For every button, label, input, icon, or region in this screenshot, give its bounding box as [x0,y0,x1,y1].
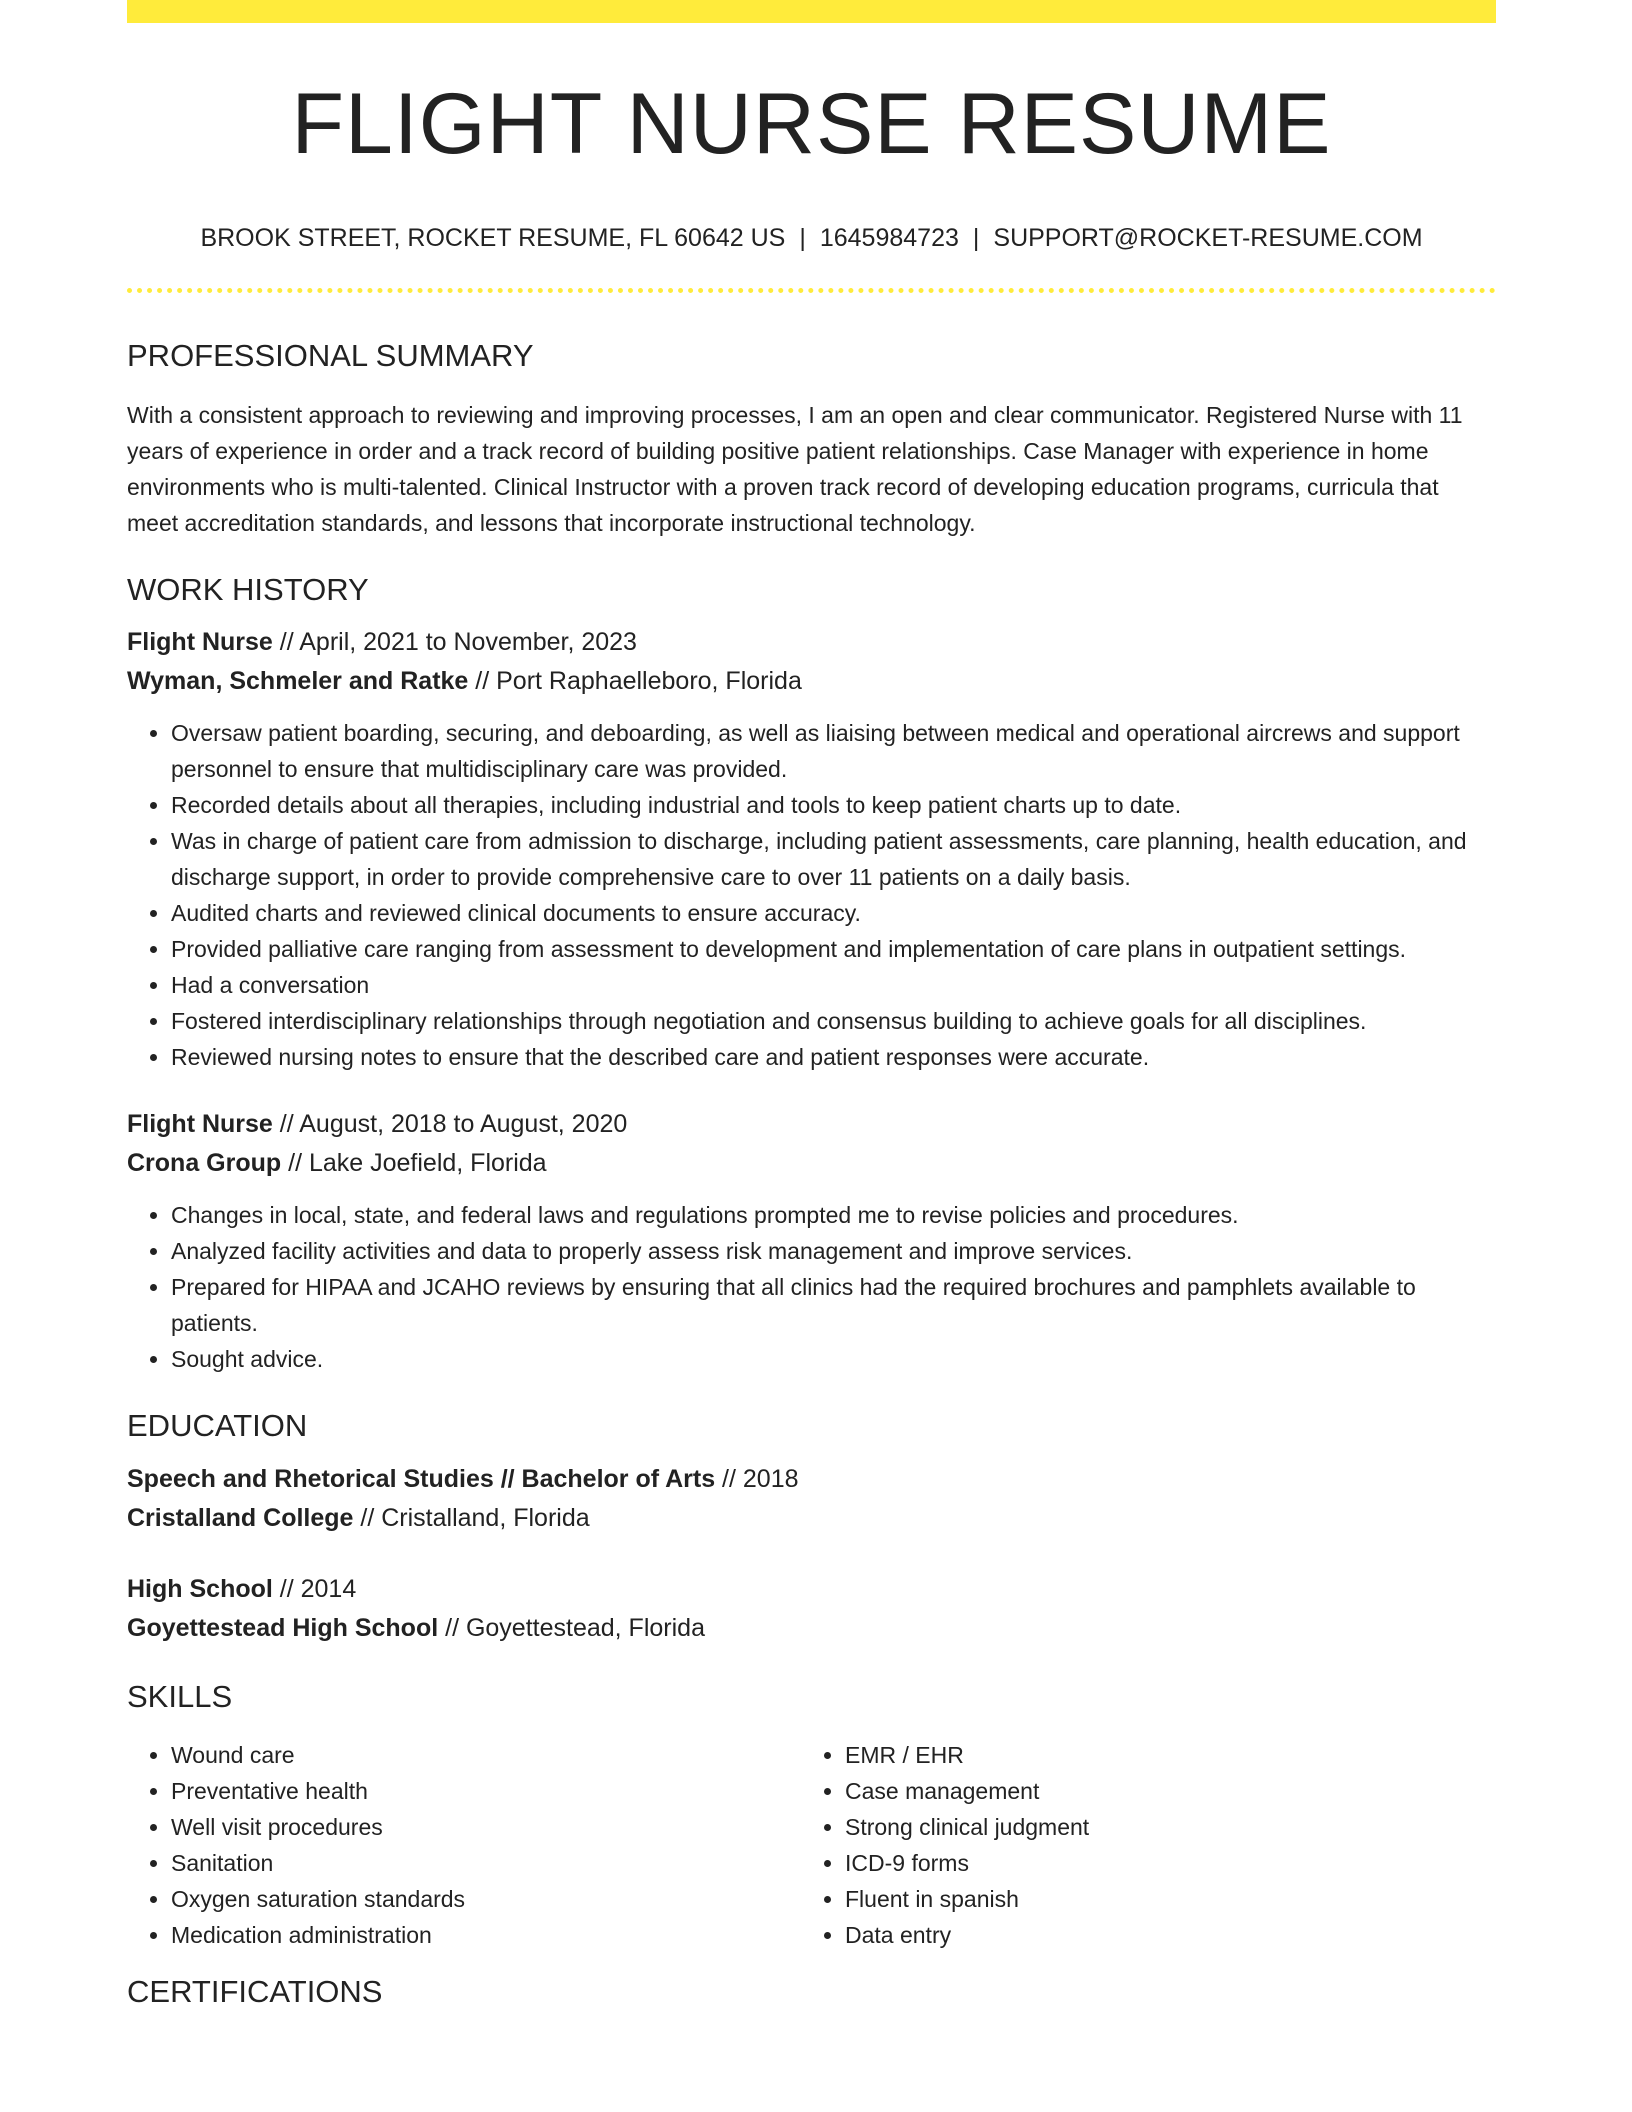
education-degree: Speech and Rhetorical Studies // Bachelor of Arts [127,1464,716,1493]
skill-item: • Sanitation [171,1845,801,1881]
education-degree-line [127,1570,1496,1609]
skills-list [127,1737,1496,1953]
job-dates: // April, 2021 to November, 2023 [272,628,637,657]
education-year: // 2018 [715,1464,799,1493]
education-entry [127,1460,1496,1538]
certifications-heading: CERTIFICATIONS [127,1973,383,2009]
bullet-item: • Had a conversation [171,967,1496,1003]
bullet-item: • Oversaw patient boarding, securing, and deboarding, as well as liaising between medical and operational aircrews and support personnel to ensure that multidisciplinary care was provided. [171,715,1496,787]
skill-item: • Case management [845,1773,1445,1809]
job-company: Wyman, Schmeler and Ratke [127,667,469,696]
contact-phone: 1645984723 [819,223,959,252]
skills-column-right [801,1737,1445,1953]
job-title: Flight Nurse [127,1110,273,1139]
bullet-item: • Fostered interdisciplinary relationships through negotiation and consensus building to achieve goals for all disciplines. [171,1003,1496,1039]
job-location: // Port Raphaelleboro, Florida [468,667,802,696]
skill-item: • EMR / EHR [845,1737,1445,1773]
skill-item: • Strong clinical judgment [845,1809,1445,1845]
job-title: Flight Nurse [127,628,273,657]
education-school: Goyettestead High School [127,1613,439,1642]
skills-heading: SKILLS [127,1678,233,1714]
header-divider [127,288,1496,293]
contact-line [127,225,1496,253]
education-school-line [127,1609,1496,1648]
education-degree: High School [127,1574,273,1603]
contact-separator: | [799,223,806,252]
contact-separator: | [972,223,980,252]
skill-item: • Well visit procedures [171,1809,801,1845]
education-degree-line [127,1460,1496,1499]
skill-item: • Preventative health [171,1773,801,1809]
job-title-line [127,1105,1496,1144]
job-title-line [127,623,1496,662]
skill-item: • Fluent in spanish [845,1881,1445,1917]
bullet-item: • Provided palliative care ranging from assessment to development and implementation of care plans in outpatient settings. [171,931,1496,967]
bullet-item: • Reviewed nursing notes to ensure that the described care and patient responses were accurate. [171,1039,1496,1075]
job-company-line [127,662,1496,701]
job-company-line [127,1144,1496,1183]
bullet-item: • Audited charts and reviewed clinical documents to ensure accuracy. [171,895,1496,931]
education-entry [127,1570,1496,1648]
top-accent-bar [127,0,1496,23]
bullet-item: • Sought advice. [171,1341,1496,1377]
bullet-item: • Prepared for HIPAA and JCAHO reviews by ensuring that all clinics had the required brochures and pamphlets available to patients. [171,1269,1496,1341]
skill-item: • Oxygen saturation standards [171,1881,801,1917]
skill-item: • Medication administration [171,1917,801,1953]
job-bullets [127,715,1496,1075]
education-location: // Cristalland, Florida [353,1503,590,1532]
job-bullets [127,1197,1496,1377]
resume-title: FLIGHT NURSE RESUME [291,76,1332,172]
education-heading: EDUCATION [127,1408,308,1444]
skill-item: • ICD-9 forms [845,1845,1445,1881]
education-location: // Goyettestead, Florida [438,1613,705,1642]
job-entry [127,623,1496,1075]
bullet-item: • Recorded details about all therapies, including industrial and tools to keep patient charts up to date. [171,787,1496,823]
bullet-item: • Was in charge of patient care from admission to discharge, including patient assessments, care planning, health education, and discharge support, in order to provide comprehensive care to over 11 patients on a daily basis. [171,823,1496,895]
education-school-line [127,1499,1496,1538]
job-company: Crona Group [127,1149,282,1178]
work-history-heading: WORK HISTORY [127,572,369,608]
education-year: // 2014 [272,1574,357,1603]
bullet-item: • Analyzed facility activities and data to properly assess risk management and improve services. [171,1233,1496,1269]
contact-address: BROOK STREET, ROCKET RESUME, FL 60642 US [200,223,786,252]
job-entry [127,1105,1496,1377]
job-location: // Lake Joefield, Florida [281,1149,547,1178]
summary-heading: PROFESSIONAL SUMMARY [127,338,534,374]
skill-item: • Data entry [845,1917,1445,1953]
bullet-item: • Changes in local, state, and federal laws and regulations prompted me to revise policies and procedures. [171,1197,1496,1233]
job-dates: // August, 2018 to August, 2020 [272,1110,628,1139]
summary-text: With a consistent approach to reviewing and improving processes, I am an open and clear communicator. Registered Nurse with 11 years of experience in order and a track record of building positive patient relationships. Case Manager with experience in home environments who is multi-talented. Clinical Instructor with a proven track record of developing education programs, curricula that meet accreditation standards, and lessons that incorporate instructional technology. [127,402,1463,537]
contact-email: SUPPORT@ROCKET-RESUME.COM [993,223,1423,252]
resume-page [127,0,1496,2010]
education-school: Cristalland College [127,1503,354,1532]
skill-item: • Wound care [171,1737,801,1773]
skills-column-left [127,1737,801,1953]
